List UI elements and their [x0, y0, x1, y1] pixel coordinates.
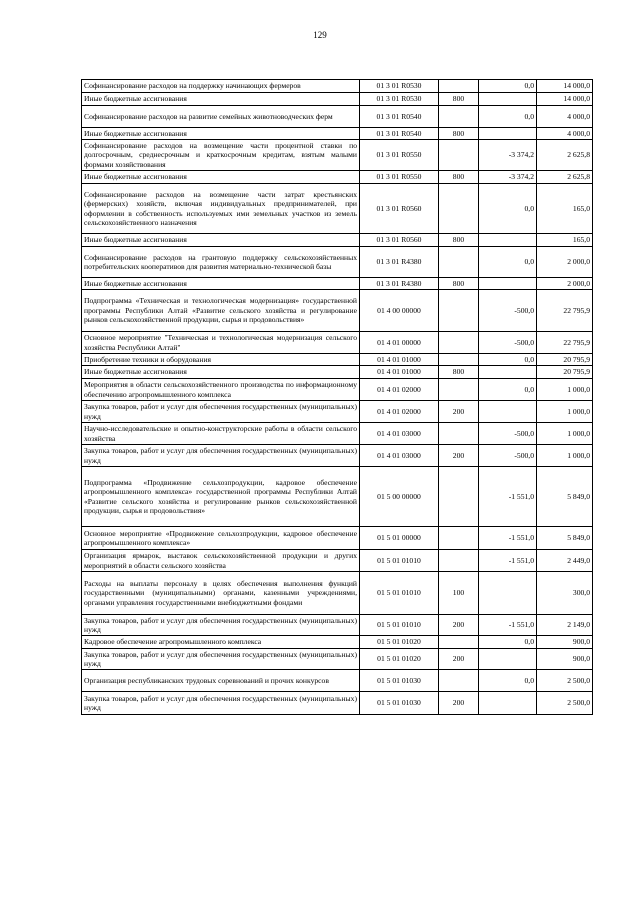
table-row — [82, 332, 593, 354]
row-change-amount — [479, 234, 537, 247]
table-row — [82, 615, 593, 636]
page-number: 129 — [313, 30, 327, 40]
row-expense-type — [439, 290, 479, 332]
row-total-amount: 300,0 — [537, 572, 593, 615]
row-change-amount: -500,0 — [479, 290, 537, 332]
row-change-amount: -3 374,2 — [479, 171, 537, 184]
row-budget-code: 01 3 01 R0540 — [360, 128, 439, 140]
row-expense-type: 800 — [439, 93, 479, 106]
row-description: Расходы на выплаты персоналу в целях обеспечения выполнения функций государственными (муниципальными) органами, казенными учреждениями, органами управления государственными внебюджетными фондами — [82, 572, 360, 615]
row-total-amount: 22 795,9 — [537, 332, 593, 354]
row-description: Организация республиканских трудовых соревнований и прочих конкурсов — [82, 670, 360, 692]
table-row — [82, 234, 593, 247]
row-total-amount: 2 500,0 — [537, 670, 593, 692]
row-expense-type — [439, 106, 479, 128]
row-budget-code: 01 5 00 00000 — [360, 467, 439, 527]
row-budget-code: 01 5 01 01020 — [360, 636, 439, 649]
row-change-amount: -1 551,0 — [479, 550, 537, 572]
row-change-amount — [479, 692, 537, 715]
table-row — [82, 128, 593, 140]
row-expense-type: 200 — [439, 692, 479, 715]
row-expense-type — [439, 423, 479, 445]
row-description: Закупка товаров, работ и услуг для обеспечения государственных (муниципальных) нужд — [82, 401, 360, 423]
row-total-amount: 2 000,0 — [537, 278, 593, 290]
table-row — [82, 670, 593, 692]
table-row — [82, 401, 593, 423]
row-change-amount: -1 551,0 — [479, 467, 537, 527]
row-expense-type: 200 — [439, 615, 479, 636]
row-total-amount: 1 000,0 — [537, 445, 593, 467]
row-total-amount: 4 000,0 — [537, 106, 593, 128]
table-row — [82, 106, 593, 128]
row-description: Кадровое обеспечение агропромышленного комплекса — [82, 636, 360, 649]
table-row — [82, 278, 593, 290]
row-description: Софинансирование расходов на возмещение части процентной ставки по долгосрочным, среднесрочным и краткосрочным кредитам, взятым малыми формами хозяйствования — [82, 140, 360, 171]
row-budget-code: 01 5 01 01030 — [360, 692, 439, 715]
row-change-amount — [479, 93, 537, 106]
table-row — [82, 140, 593, 171]
row-expense-type: 200 — [439, 445, 479, 467]
row-description: Иные бюджетные ассигнования — [82, 171, 360, 184]
table-row — [82, 423, 593, 445]
row-total-amount: 5 849,0 — [537, 527, 593, 550]
table-row — [82, 366, 593, 379]
row-total-amount: 5 849,0 — [537, 467, 593, 527]
row-expense-type: 800 — [439, 128, 479, 140]
row-expense-type — [439, 354, 479, 366]
budget-table — [81, 79, 593, 715]
row-description: Закупка товаров, работ и услуг для обеспечения государственных (муниципальных) нужд — [82, 692, 360, 715]
row-description: Иные бюджетные ассигнования — [82, 128, 360, 140]
row-change-amount — [479, 649, 537, 670]
row-description: Приобретение техники и оборудования — [82, 354, 360, 366]
table-row — [82, 467, 593, 527]
row-budget-code: 01 4 01 03000 — [360, 445, 439, 467]
row-change-amount: 0,0 — [479, 670, 537, 692]
row-description: Иные бюджетные ассигнования — [82, 93, 360, 106]
row-budget-code: 01 3 01 R0560 — [360, 184, 439, 234]
row-expense-type — [439, 527, 479, 550]
row-budget-code: 01 3 01 R0530 — [360, 93, 439, 106]
row-change-amount — [479, 572, 537, 615]
row-total-amount: 2 625,8 — [537, 171, 593, 184]
row-budget-code: 01 3 01 R0560 — [360, 234, 439, 247]
row-total-amount: 2 149,0 — [537, 615, 593, 636]
row-change-amount: 0,0 — [479, 247, 537, 278]
row-change-amount: -1 551,0 — [479, 615, 537, 636]
row-expense-type: 200 — [439, 649, 479, 670]
table-row — [82, 354, 593, 366]
row-budget-code: 01 4 01 02000 — [360, 401, 439, 423]
row-total-amount: 14 000,0 — [537, 80, 593, 93]
row-total-amount: 20 795,9 — [537, 354, 593, 366]
row-description: Иные бюджетные ассигнования — [82, 366, 360, 379]
row-budget-code: 01 4 01 00000 — [360, 332, 439, 354]
row-description: Научно-исследовательские и опытно-конструкторские работы в области сельского хозяйства — [82, 423, 360, 445]
row-description: Основное мероприятие "Техническая и технологическая модернизация сельского хозяйства Республики Алтай" — [82, 332, 360, 354]
row-description: Софинансирование расходов на грантовую поддержку сельскохозяйственных потребительских кооперативов для развития материально-технической базы — [82, 247, 360, 278]
row-change-amount — [479, 401, 537, 423]
row-budget-code: 01 4 01 02000 — [360, 379, 439, 401]
row-description: Подпрограмма «Продвижение сельхозпродукции, кадровое обеспечение агропромышленного комплекса» государственной программы Республики Алтай «Развитие сельского хозяйства и регулирование рынков сельскохозяйственной продукции, сырья и продовольствия» — [82, 467, 360, 527]
row-description: Софинансирование расходов на развитие семейных животноводческих ферм — [82, 106, 360, 128]
table-row — [82, 80, 593, 93]
row-budget-code: 01 5 01 01010 — [360, 550, 439, 572]
row-description: Организация ярмарок, выставок сельскохозяйственной продукции и других мероприятий в области сельского хозяйства — [82, 550, 360, 572]
row-budget-code: 01 3 01 R4380 — [360, 278, 439, 290]
row-budget-code: 01 3 01 R4380 — [360, 247, 439, 278]
row-change-amount — [479, 278, 537, 290]
row-change-amount: -3 374,2 — [479, 140, 537, 171]
row-change-amount: 0,0 — [479, 354, 537, 366]
table-row — [82, 550, 593, 572]
row-change-amount: -1 551,0 — [479, 527, 537, 550]
row-expense-type — [439, 140, 479, 171]
budget-table-body — [82, 80, 593, 715]
row-budget-code: 01 5 01 00000 — [360, 527, 439, 550]
row-expense-type — [439, 379, 479, 401]
table-row — [82, 572, 593, 615]
row-budget-code: 01 4 01 01000 — [360, 354, 439, 366]
row-description: Закупка товаров, работ и услуг для обеспечения государственных (муниципальных) нужд — [82, 445, 360, 467]
row-expense-type: 800 — [439, 234, 479, 247]
row-total-amount: 2 625,8 — [537, 140, 593, 171]
table-row — [82, 445, 593, 467]
row-budget-code: 01 3 01 R0550 — [360, 140, 439, 171]
row-total-amount: 1 000,0 — [537, 423, 593, 445]
row-total-amount: 900,0 — [537, 636, 593, 649]
row-expense-type: 800 — [439, 278, 479, 290]
row-total-amount: 165,0 — [537, 234, 593, 247]
row-change-amount: -500,0 — [479, 332, 537, 354]
row-total-amount: 900,0 — [537, 649, 593, 670]
row-description: Софинансирование расходов на возмещение части затрат крестьянских (фермерских) хозяйств, включая индивидуальных предпринимателей, при оформлении в собственность используемых ими земельных участков из земель сельскохозяйственного назначения — [82, 184, 360, 234]
row-total-amount: 4 000,0 — [537, 128, 593, 140]
row-expense-type — [439, 184, 479, 234]
row-expense-type: 100 — [439, 572, 479, 615]
row-expense-type: 200 — [439, 401, 479, 423]
row-total-amount: 1 000,0 — [537, 401, 593, 423]
row-budget-code: 01 5 01 01020 — [360, 649, 439, 670]
row-budget-code: 01 4 01 01000 — [360, 366, 439, 379]
table-row — [82, 692, 593, 715]
table-row — [82, 379, 593, 401]
row-budget-code: 01 5 01 01010 — [360, 572, 439, 615]
table-row — [82, 527, 593, 550]
table-row — [82, 636, 593, 649]
row-budget-code: 01 5 01 01030 — [360, 670, 439, 692]
row-change-amount: 0,0 — [479, 106, 537, 128]
row-expense-type — [439, 332, 479, 354]
row-change-amount — [479, 366, 537, 379]
row-budget-code: 01 3 01 R0540 — [360, 106, 439, 128]
row-budget-code: 01 3 01 R0550 — [360, 171, 439, 184]
table-row — [82, 184, 593, 234]
row-description: Основное мероприятие «Продвижение сельхозпродукции, кадровое обеспечение агропромышленного комплекса» — [82, 527, 360, 550]
row-expense-type — [439, 80, 479, 93]
row-change-amount: -500,0 — [479, 423, 537, 445]
row-expense-type: 800 — [439, 171, 479, 184]
row-description: Иные бюджетные ассигнования — [82, 278, 360, 290]
row-expense-type — [439, 636, 479, 649]
row-description: Подпрограмма «Техническая и технологическая модернизация» государственной программы Республики Алтай «Развитие сельского хозяйства и регулирование рынков сельскохозяйственной продукции, сырья и продовольствия» — [82, 290, 360, 332]
row-change-amount: 0,0 — [479, 80, 537, 93]
row-total-amount: 2 000,0 — [537, 247, 593, 278]
table-row — [82, 247, 593, 278]
row-expense-type — [439, 247, 479, 278]
row-description: Софинансирование расходов на поддержку начинающих фермеров — [82, 80, 360, 93]
row-description: Иные бюджетные ассигнования — [82, 234, 360, 247]
row-total-amount: 1 000,0 — [537, 379, 593, 401]
row-total-amount: 2 449,0 — [537, 550, 593, 572]
row-change-amount — [479, 128, 537, 140]
row-budget-code: 01 5 01 01010 — [360, 615, 439, 636]
row-budget-code: 01 3 01 R0530 — [360, 80, 439, 93]
row-budget-code: 01 4 01 03000 — [360, 423, 439, 445]
row-budget-code: 01 4 00 00000 — [360, 290, 439, 332]
table-row — [82, 290, 593, 332]
row-expense-type — [439, 550, 479, 572]
row-change-amount: 0,0 — [479, 184, 537, 234]
row-change-amount: 0,0 — [479, 379, 537, 401]
row-description: Закупка товаров, работ и услуг для обеспечения государственных (муниципальных) нужд — [82, 649, 360, 670]
table-row — [82, 171, 593, 184]
row-total-amount: 2 500,0 — [537, 692, 593, 715]
row-total-amount: 14 000,0 — [537, 93, 593, 106]
row-expense-type — [439, 467, 479, 527]
row-total-amount: 20 795,9 — [537, 366, 593, 379]
table-row — [82, 93, 593, 106]
table-row — [82, 649, 593, 670]
row-expense-type — [439, 670, 479, 692]
row-change-amount: 0,0 — [479, 636, 537, 649]
row-expense-type: 800 — [439, 366, 479, 379]
row-change-amount: -500,0 — [479, 445, 537, 467]
row-description: Закупка товаров, работ и услуг для обеспечения государственных (муниципальных) нужд — [82, 615, 360, 636]
row-total-amount: 165,0 — [537, 184, 593, 234]
row-total-amount: 22 795,9 — [537, 290, 593, 332]
row-description: Мероприятия в области сельскохозяйственного производства по информационному обеспечению агропромышленного комплекса — [82, 379, 360, 401]
